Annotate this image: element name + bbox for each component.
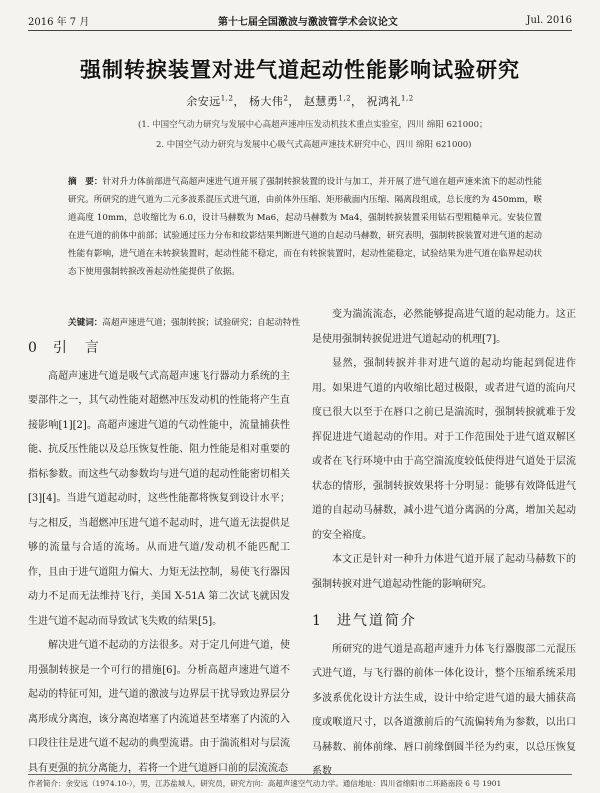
author-footnote: 作者简介：余安远（1974.10-），男，江苏盐城人，研究员，研究方向：高超声速空气动力学。通信地址：四川省绵阳市二环路南段 6 号 1901: [28, 774, 572, 789]
keywords-label: 关键词：: [68, 318, 103, 328]
abstract: [68, 173, 542, 281]
paragraph: 解决进气道不起动的方法很多。对于定几何进气道，使用强制转捩是一个可行的措施[6]。分析高超声速进气道不起动的特征可知，进气道的激波与边界层干扰导致边界层分离形成分离泡，该分离泡堵塞了内流道甚至堵塞了内流的入口段往往是进气道不起动的典型流谱。由于湍流相对与层流具有更强的抗分离能力，若将一个进气道唇口前的层流流态: [28, 640, 290, 774]
header-date: 2016 年 7 月: [28, 16, 90, 28]
paragraph: 高超声速进气道是吸气式高超声速飞行器动力系统的主要部件之一，其气动性能对超燃冲压发动机的性能将产生直接影响[1][2]。高超声速进气道的气动性能中，流量捕获性能、抗反压性能以及总压恢复性能、阻力性能是相对重要的指标参数。而这些气动参数均与进气道的起动性能密切相关[3][4]。当进气道起动时，这些性能都将恢复到设计水平；与之相反，当超燃冲压进气道不起动时，进气道无法提供足够的流量与合适的流场。从而进气道/发动机不能匹配工作，且由于进气道阻力偏大、力矩无法控制，易使飞行器因动力不足而无法维持飞行，美国 X-51A 第二次试飞就因发生进气道不起动而导致试飞失败的结果[5]。: [28, 370, 290, 627]
abstract-text: 针对升力体前部进气高超声速进气道开展了强制转捩装置的设计与加工，并开展了进气道在超声速来流下的起动性能研究。所研究的进气道为二元多波系混压式进气道，由前体外压缩、矩形截面内压缩、隔离段组成，总长度约为 450mm，喉道高度 10mm，总收缩比为 6.0，设计马赫数为 Ma6，起动马赫数为 Ma4，强制转捩装置采用钻石型粗糙单元。安装位置在进气道的前体中前部；试验通过压力分布和纹影结果判断进气道的自起动马赫数，研究表明，强制转捩装置对进气道的起动性能有影响，进气道在未转捩装置时，起动性能不稳定，而在有转捩装置时，起动性能稳定，试验结果为进气道在临界起动状态下使用强制转捩改善起动性能提供了依据。: [68, 177, 542, 277]
paragraph: 显然，强制转捩并非对进气道的起动均能起到促进作用。如果进气道的内收缩比超过极限，或者进气道的流向尺度已很大以至于在唇口之前已是湍流时，强制转捩就难于发挥促进进气道起动的作用。对于工作范围处于进气道双解区或者在飞行环境中由于高空湍流度较低使得进气道处于层流状态的情形，强制转捩效果将十分明显：能够有效降低进气道的自起动马赫数，减小进气道分离涡的分离，增加关起动的安全裕度。: [312, 358, 576, 541]
keywords-text: 高超声速进气道；强制转捩；试验研究；自起动特性: [102, 318, 301, 328]
paper-title: 强制转捩装置对进气道起动性能影响试验研究: [80, 57, 520, 82]
author-list: 余安远$^{1,2}$， 杨大伟$^2$， 赵慧勇$^{1,2}$， 祝鸿礼$^{1,2}$: [186, 94, 414, 108]
header-date-en: Jul. 2016: [526, 14, 572, 26]
paragraph: 本文正是针对一种升力体进气道开展了起动马赫数下的强制转捩对进气道起动性能的影响研究。: [312, 554, 576, 590]
section-heading-introduction: 0 引 言: [28, 340, 101, 356]
abstract-label: 摘 要：: [68, 177, 103, 187]
running-header: [28, 10, 572, 31]
author: 余安远$^{1,2}$: [186, 94, 234, 108]
paragraph: 所研究的进气道是高超声速升力体飞行器腹部二元混压式进气道，与飞行器的前体一体化设计，整个压缩系统采用多波系优化设计方法生成，设计中给定进气道的最大捕获高度或喉道尺寸，以各道激前后的气流偏转角为参数，以出口马赫数、前体前缘、唇口前缘倒圆半径为约束，以总压恢复系数: [312, 643, 576, 777]
author: 杨大伟$^2$: [248, 94, 289, 108]
paragraph: 变为湍流流态，必然能够提高进气道的起动能力。这正是使用强制转捩促进进气道起动的机理[7]。: [312, 309, 576, 345]
author: 祝鸿礼$^{1,2}$: [366, 94, 414, 108]
affiliation-1: (1. 中国空气动力研究与发展中心高超声速冲压发动机技术重点实验室，四川 绵阳 621000；: [138, 120, 488, 130]
right-column: [312, 303, 576, 785]
section-heading-inlet: 1 进气道简介: [312, 613, 417, 629]
author: 赵慧勇$^{1,2}$: [303, 94, 352, 108]
left-column: [28, 336, 290, 781]
header-conference: 第十七届全国激波与激波管学术会议论文: [217, 16, 398, 28]
affiliation-2: 2. 中国空气动力研究与发展中心吸气式高超声速技术研究中心，四川 绵阳 621000): [156, 140, 472, 150]
